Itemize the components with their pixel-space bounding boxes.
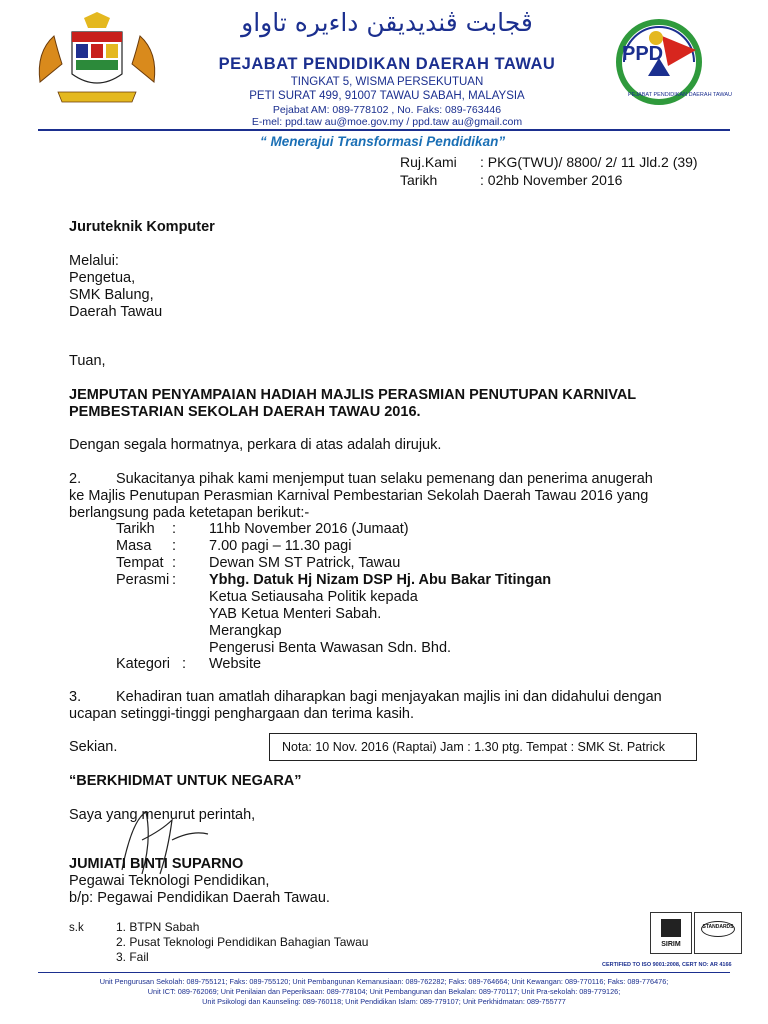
sirim-badge-label: SIRIM [661,941,681,948]
date-label: Tarikh [400,172,438,188]
rehearsal-note: Nota: 10 Nov. 2016 (Raptai) Jam : 1.30 ptg. Tempat : SMK St. Patrick [269,733,697,761]
footer-line: Unit Psikologi dan Kaunseling: 089-760118; Unit Pendidikan Islam: 089-779107; Unit Perkhidmatan: 089-755777 [202,997,566,1006]
detail-label: Tempat [116,555,164,571]
detail-value: Website [209,656,262,672]
footer-divider [38,972,730,973]
detail-label: Tarikh [116,521,155,537]
detail-value: 11hb November 2016 (Jumaat) [209,521,409,537]
ppd-logo-icon [604,16,733,106]
detail-sep: : [172,538,177,554]
detail-label: Perasmi [116,572,170,588]
detail-sep: : [172,521,177,537]
via-line: Pengetua, [69,270,136,286]
header-divider [38,129,730,131]
coat-of-arms-icon [32,12,162,112]
para2-line: Sukacitanya pihak kami menjemput tuan selaku pemenang dan penerima anugerah [116,471,653,487]
para2-line: ke Majlis Penutupan Perasmian Karnival Pembestarian Sekolah Daerah Tawau 2016 yang [69,488,649,504]
cc-item: 1. BTPN Sabah [116,920,200,934]
standards-badge-label: STANDARDS [702,924,734,930]
ruj-value: : PKG(TWU)/ 8800/ 2/ 11 Jld.2 (39) [480,154,698,170]
detail-value: YAB Ketua Menteri Sabah. [209,606,382,622]
ppd-logo-ring-text: PEJABAT PENDIDIKAN DAERAH TAWAU [628,92,733,98]
signer-for: b/p: Pegawai Pendidikan Daerah Tawau. [69,890,330,906]
footer-line: Unit Pengurusan Sekolah: 089-755121; Faks: 089-755120; Unit Pembangunan Kemanusiaan: 089-762282; Faks: 089-764664; Unit Kewangan: 089-770116; Faks: 089-776476; [99,977,669,986]
via-line: Daerah Tawau [69,304,163,320]
cc-item: 2. Pusat Teknologi Pendidikan Bahagian Tawau [116,935,369,949]
detail-value: Ybhg. Datuk Hj Nizam DSP Hj. Abu Bakar Titingan [209,572,552,588]
para3-number: 3. [69,689,82,705]
via-line: SMK Balung, [69,287,154,303]
para3-line: ucapan setinggi-tinggi penghargaan dan terima kasih. [69,706,415,722]
motto: “ Menerajui Transformasi Pendidikan” [260,134,506,149]
subject-line: PEMBESTARIAN SEKOLAH DAERAH TAWAU 2016. [69,404,421,420]
address-line1: TINGKAT 5, WISMA PERSEKUTUAN [290,76,484,88]
detail-sep: : [182,656,187,672]
standards-badge-icon [694,912,742,954]
detail-value: Pengerusi Benta Wawasan Sdn. Bhd. [209,640,452,656]
phone-fax: Pejabat AM: 089-778102 , No. Faks: 089-763446 [272,104,502,116]
slogan: “BERKHIDMAT UNTUK NEGARA” [69,773,302,789]
detail-label: Kategori [116,656,171,672]
detail-sep: : [172,572,177,588]
detail-value: Merangkap [209,623,282,639]
detail-value: 7.00 pagi – 11.30 pagi [209,538,352,554]
sign-off: Saya yang menurut perintah, [69,807,256,823]
office-name: PEJABAT PENDIDIKAN DAERAH TAWAU [218,55,556,73]
detail-label: Masa [116,538,152,554]
detail-value: Dewan SM ST Patrick, Tawau [209,555,401,571]
paragraph-1: Dengan segala hormatnya, perkara di atas adalah dirujuk. [69,437,442,453]
subject-line: JEMPUTAN PENYAMPAIAN HADIAH MAJLIS PERASMIAN PENUTUPAN KARNIVAL [69,387,637,403]
footer-line: Unit ICT: 089-762069; Unit Penilaian dan Peperiksaan: 089-778104; Unit Pembangunan dan Bekalan: 089-770117; Unit Pra-sekolah: 089-779126; [147,987,621,996]
salutation: Tuan, [69,353,106,369]
ruj-label: Ruj.Kami [400,154,457,170]
cc-label: s.k [69,922,84,934]
jawi-office-title: ڤجابت ڤنديديقن داءيره تاواو [241,8,533,37]
signer-title: Pegawai Teknologi Pendidikan, [69,873,270,889]
para3-line: Kehadiran tuan amatlah diharapkan bagi menjayakan majlis ini dan didahului dengan [116,689,662,705]
detail-value: Ketua Setiausaha Politik kepada [209,589,418,605]
email-line: E-mel: ppd.taw au@moe.gov.my / ppd.taw au@gmail.com [251,116,523,128]
via-line: Melalui: [69,253,119,269]
ppd-logo-text: PPD [622,43,664,65]
date-value: : 02hb November 2016 [480,172,623,188]
signer-name: JUMIATI BINTI SUPARNO [69,856,244,872]
para2-line: berlangsung pada ketetapan berikut:- [69,505,310,521]
detail-sep: : [172,555,177,571]
address-line2: PETI SURAT 499, 91007 TAWAU SABAH, MALAYSIA [249,90,525,102]
closing: Sekian. [69,739,118,755]
para2-number: 2. [69,471,82,487]
recipient: Juruteknik Komputer [69,219,215,235]
sirim-badge-icon [650,912,692,954]
cc-item: 3. Fail [116,950,149,964]
certification-text: CERTIFIED TO ISO 9001:2008, CERT NO: AR 4166 [602,962,732,968]
